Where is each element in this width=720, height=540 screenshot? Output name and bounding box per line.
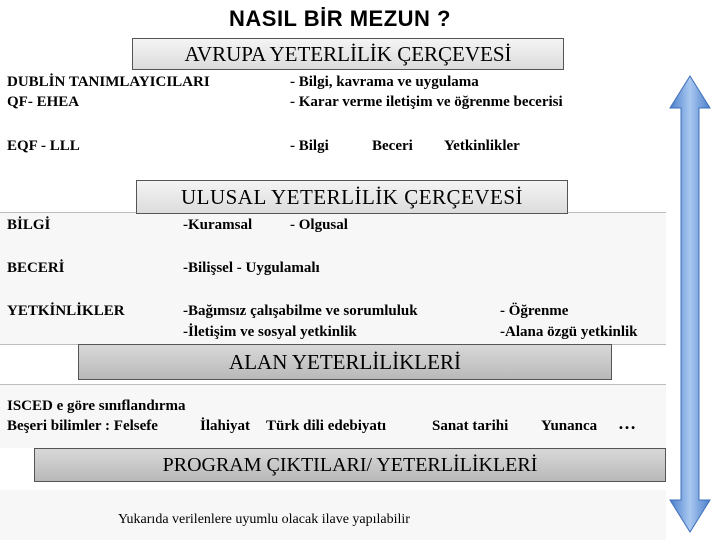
bilgi-label: BİLGİ [7,217,51,233]
eqf-beceri: Beceri [372,138,413,154]
alan-banner: ALAN YETERLİLİKLERİ [78,344,612,380]
yetkinlik-ogrenme: - Öğrenme [500,303,569,319]
alan-panel [0,384,666,448]
eqf-label: EQF - LLL [7,138,80,154]
qf-ehea-label: QF- EHEA [7,94,80,110]
yetkinlik-bagimsiz: -Bağımsız çalışabilme ve sorumluluk [183,303,418,319]
ulusal-banner: ULUSAL YETERLİLİK ÇERÇEVESİ [136,180,568,214]
beceri-items: -Bilişsel - Uygulamalı [183,260,320,276]
ellipsis: … [618,413,636,433]
yunanca: Yunanca [541,418,598,434]
yetkinlik-alana-ozgu: -Alana özgü yetkinlik [500,324,638,340]
page-title: NASIL BİR MEZUN ? [229,6,451,31]
avrupa-banner: AVRUPA YETERLİLİK ÇERÇEVESİ [132,38,564,70]
ilahiyat: İlahiyat [200,418,251,434]
bilgi-olgusal: - Olgusal [290,217,348,233]
yetkinlik-iletisim: -İletişim ve sosyal yetkinlik [183,324,357,340]
beseri-bilimler: Beşeri bilimler : Felsefe [7,418,158,434]
turk-dili: Türk dili edebiyatı [266,418,387,434]
divider [0,384,666,385]
sanat-tarihi: Sanat tarihi [432,418,509,434]
eqf-yetkinlikler: Yetkinlikler [444,138,520,154]
dublin-item-2: - Karar verme iletişim ve öğrenme becerisi [290,94,563,110]
eqf-bilgi: - Bilgi [290,138,329,154]
yetkinlikler-label: YETKİNLİKLER [7,303,125,319]
dublin-label: DUBLİN TANIMLAYICILARI [7,74,210,90]
double-arrow-icon [668,74,712,534]
beceri-label: BECERİ [7,260,65,276]
bilgi-kuramsal: -Kuramsal [183,217,253,233]
program-note: Yukarıda verilenlere uyumlu olacak ilave yapılabilir [118,512,410,527]
dublin-item-1: - Bilgi, kavrama ve uygulama [290,74,479,90]
program-banner: PROGRAM ÇIKTILARI/ YETERLİLİKLERİ [34,448,666,482]
isced-label: ISCED e göre sınıflandırma [7,398,186,414]
